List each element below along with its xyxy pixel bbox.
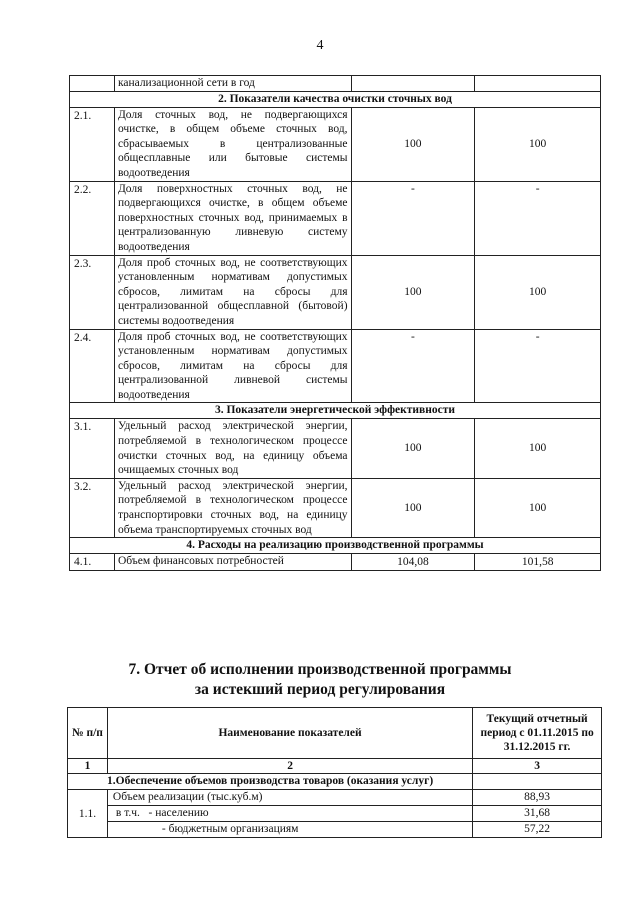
index-cell: 2 — [107, 759, 472, 774]
report-title-line-1: 7. Отчет об исполнении производственной программы — [128, 661, 512, 678]
row-value-2: 100 — [475, 419, 601, 478]
section-header-row — [68, 774, 602, 790]
row-value-1: 100 — [351, 419, 475, 478]
section-title: 1.Обеспечение объемов производства товаров (оказания услуг) — [68, 774, 473, 790]
row-number: 2.2. — [70, 181, 115, 255]
row-description: Доля сточных вод, не подвергающихся очистке, в общем объеме сточных вод, сбрасываемых в централизованные общесплавные или бытовые системы водоотведения — [114, 107, 351, 181]
header-name: Наименование показателей — [107, 708, 472, 759]
row-number: 3.1. — [70, 419, 115, 478]
header-row — [68, 708, 602, 759]
row-label: в т.ч. - населению — [107, 806, 472, 822]
table-row — [70, 419, 601, 478]
report-title-line-2: за истекший период регулирования — [194, 681, 446, 698]
row-value-1 — [351, 76, 475, 92]
row-value-2: 100 — [475, 107, 601, 181]
row-value: 31,68 — [473, 806, 602, 822]
empty-cell — [473, 774, 602, 790]
table-row — [68, 806, 602, 822]
page-number: 4 — [316, 38, 324, 53]
row-label: - бюджетным организациям — [107, 822, 472, 838]
table-row — [70, 478, 601, 537]
row-value-1: 104,08 — [351, 554, 475, 571]
row-value-1: - — [351, 181, 475, 255]
section-header-row — [70, 403, 601, 419]
row-value: 88,93 — [473, 790, 602, 806]
row-value-1: 100 — [351, 478, 475, 537]
section-header-row — [70, 91, 601, 107]
row-value-2: - — [475, 329, 601, 403]
indicators-table — [69, 75, 601, 571]
row-value-2 — [475, 76, 601, 92]
row-description: Доля проб сточных вод, не соответствующих установленным нормативам допустимых сбросов, лимитам на сбросы для централизованной общесплавной (бытовой) системы водоотведения — [114, 255, 351, 329]
row-value: 57,22 — [473, 822, 602, 838]
row-description: Удельный расход электрической энергии, потребляемой в технологическом процессе очистки сточных вод, на единицу объема очищаемых сточных вод — [114, 419, 351, 478]
row-value-2: 101,58 — [475, 554, 601, 571]
report-title — [0, 660, 640, 700]
table-row — [70, 107, 601, 181]
item-number: 1.1. — [68, 790, 108, 838]
table-row — [70, 255, 601, 329]
row-number: 2.4. — [70, 329, 115, 403]
header-num: № п/п — [68, 708, 108, 759]
table-row — [70, 76, 601, 92]
row-description: Доля поверхностных сточных вод, не подвергающихся очистке, в общем объеме поверхностных сточных вод, принимаемых в централизованную ливневую систему водоотведения — [114, 181, 351, 255]
index-cell: 1 — [68, 759, 108, 774]
header-period: Текущий отчетный период с 01.11.2015 по 31.12.2015 гг. — [473, 708, 602, 759]
row-number: 3.2. — [70, 478, 115, 537]
table-row — [70, 181, 601, 255]
row-description: Доля проб сточных вод, не соответствующих установленным нормативам допустимых сбросов, лимитам на сбросы для централизованной ливневой системы водоотведения — [114, 329, 351, 403]
table-row — [68, 822, 602, 838]
row-value-2: 100 — [475, 478, 601, 537]
row-number — [70, 76, 115, 92]
index-cell: 3 — [473, 759, 602, 774]
report-table — [67, 707, 602, 838]
section-title: 4. Расходы на реализацию производственной программы — [70, 538, 601, 554]
section-title: 3. Показатели энергетической эффективности — [70, 403, 601, 419]
section-title: 2. Показатели качества очистки сточных вод — [70, 91, 601, 107]
row-value-1: 100 — [351, 255, 475, 329]
row-value-2: 100 — [475, 255, 601, 329]
row-number: 4.1. — [70, 554, 115, 571]
table-row — [70, 329, 601, 403]
row-description: Объем финансовых потребностей — [114, 554, 351, 571]
index-row — [68, 759, 602, 774]
table-row — [70, 554, 601, 571]
table-row — [68, 790, 602, 806]
row-description: канализационной сети в год — [114, 76, 351, 92]
row-description: Удельный расход электрической энергии, потребляемой в технологическом процессе транспортировки сточных вод, на единицу объема транспортируемых сточных вод — [114, 478, 351, 537]
row-value-2: - — [475, 181, 601, 255]
row-label: Объем реализации (тыс.куб.м) — [107, 790, 472, 806]
row-number: 2.1. — [70, 107, 115, 181]
row-value-1: 100 — [351, 107, 475, 181]
row-number: 2.3. — [70, 255, 115, 329]
section-header-row — [70, 538, 601, 554]
row-value-1: - — [351, 329, 475, 403]
